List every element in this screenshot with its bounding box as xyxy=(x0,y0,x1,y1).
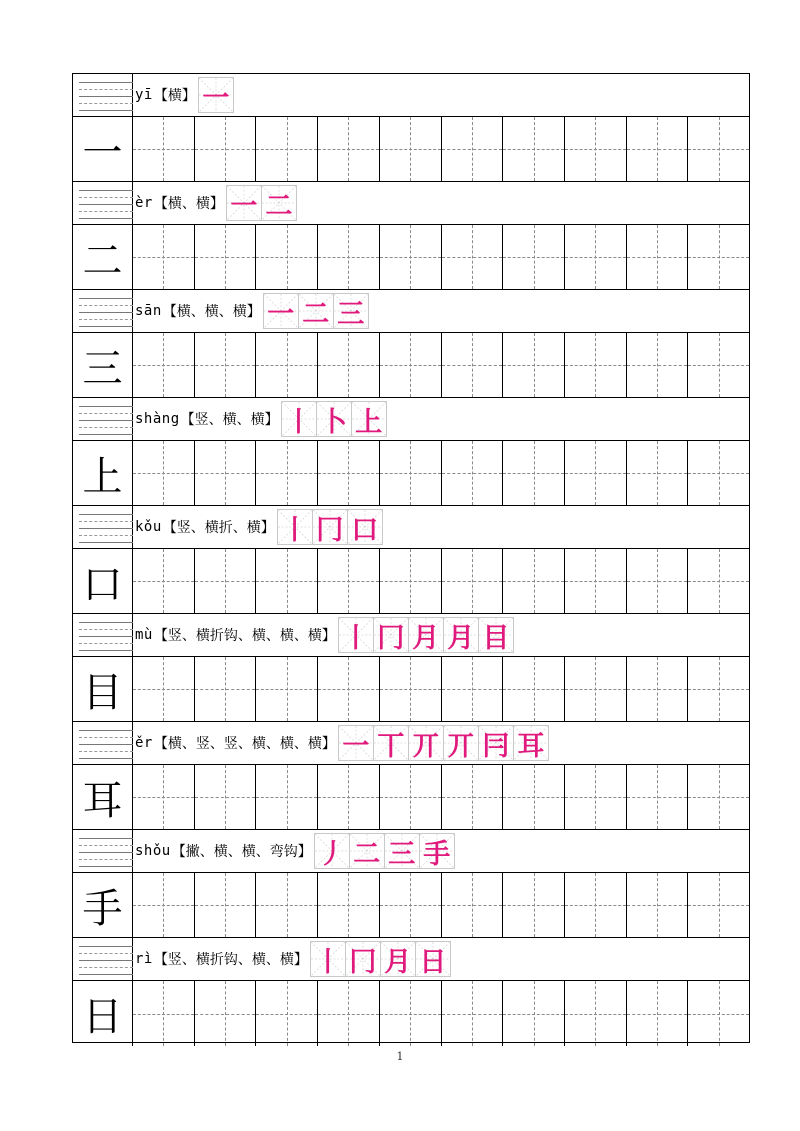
writing-cell[interactable] xyxy=(380,549,442,613)
stroke-order-glyph: 丅 xyxy=(377,730,405,761)
stroke-order-sequence xyxy=(226,185,296,221)
practice-row xyxy=(73,873,749,938)
writing-cell[interactable] xyxy=(380,117,442,181)
guide-line xyxy=(79,211,133,212)
writing-cell[interactable] xyxy=(503,657,565,721)
guide-line xyxy=(79,751,133,752)
stroke-order-glyph: 冂 xyxy=(349,946,377,977)
stroke-order-step xyxy=(349,833,385,869)
stroke-order-glyph: 一 xyxy=(230,190,258,221)
guide-line xyxy=(79,218,133,219)
stroke-order-sequence xyxy=(277,509,382,545)
writing-cell[interactable] xyxy=(195,549,257,613)
guide-line xyxy=(79,305,133,306)
writing-cell[interactable] xyxy=(442,441,504,505)
writing-cell[interactable] xyxy=(256,765,318,829)
character-info xyxy=(135,614,513,656)
guide-line xyxy=(79,629,133,630)
writing-cell[interactable] xyxy=(256,117,318,181)
character-info xyxy=(135,290,368,332)
guide-line xyxy=(79,953,133,954)
guide-line xyxy=(79,326,133,327)
stroke-order-step xyxy=(198,77,234,113)
stroke-order-glyph: 二 xyxy=(353,838,381,869)
stroke-order-glyph: 丿 xyxy=(318,838,346,869)
writing-cell[interactable] xyxy=(380,657,442,721)
writing-cell[interactable] xyxy=(503,981,565,1046)
stroke-order-glyph: 冃 xyxy=(482,730,510,761)
writing-cell[interactable] xyxy=(565,333,627,397)
writing-grid xyxy=(133,765,749,829)
stroke-names: 【竖、横折钩、横、横、横】 xyxy=(153,628,336,644)
stroke-order-step xyxy=(380,941,416,977)
character-info xyxy=(135,938,450,980)
writing-cell[interactable] xyxy=(318,117,380,181)
guide-line xyxy=(79,110,133,111)
stroke-order-step xyxy=(408,617,444,653)
writing-cell[interactable] xyxy=(318,333,380,397)
writing-cell[interactable] xyxy=(318,873,380,937)
guide-line xyxy=(79,542,133,543)
writing-cell[interactable] xyxy=(627,441,689,505)
guide-line xyxy=(79,838,133,839)
writing-cell[interactable] xyxy=(688,549,749,613)
writing-cell[interactable] xyxy=(688,873,749,937)
guide-line xyxy=(79,636,133,637)
guide-line xyxy=(79,974,133,975)
guide-line xyxy=(79,730,133,731)
writing-cell[interactable] xyxy=(380,981,442,1046)
writing-cell[interactable] xyxy=(565,441,627,505)
writing-guide-lines xyxy=(73,830,133,872)
pinyin-text: sān xyxy=(135,303,162,319)
stroke-order-step xyxy=(345,941,381,977)
guide-line xyxy=(79,514,133,515)
writing-cell[interactable] xyxy=(503,225,565,289)
model-character: 日 xyxy=(73,981,133,1046)
writing-cell[interactable] xyxy=(256,549,318,613)
writing-cell[interactable] xyxy=(503,441,565,505)
guide-line xyxy=(79,737,133,738)
stroke-order-glyph: 丨 xyxy=(285,406,313,437)
guide-line xyxy=(79,866,133,867)
guide-line xyxy=(79,190,133,191)
writing-cell[interactable] xyxy=(256,441,318,505)
writing-cell[interactable] xyxy=(627,225,689,289)
writing-cell[interactable] xyxy=(318,765,380,829)
writing-cell[interactable] xyxy=(195,225,257,289)
pinyin-row xyxy=(73,182,749,225)
stroke-order-step xyxy=(261,185,297,221)
writing-cell[interactable] xyxy=(565,117,627,181)
writing-cell[interactable] xyxy=(688,765,749,829)
stroke-names: 【横、横、横】 xyxy=(162,304,261,320)
writing-cell[interactable] xyxy=(442,549,504,613)
stroke-order-glyph: 三 xyxy=(337,298,365,329)
writing-cell[interactable] xyxy=(256,657,318,721)
stroke-order-step xyxy=(333,293,369,329)
writing-cell[interactable] xyxy=(133,765,195,829)
guide-line xyxy=(79,103,133,104)
writing-cell[interactable] xyxy=(627,873,689,937)
writing-cell[interactable] xyxy=(627,981,689,1046)
writing-cell[interactable] xyxy=(133,873,195,937)
writing-cell[interactable] xyxy=(503,549,565,613)
writing-cell[interactable] xyxy=(503,117,565,181)
writing-cell[interactable] xyxy=(133,657,195,721)
stroke-order-glyph: 三 xyxy=(388,838,416,869)
writing-cell[interactable] xyxy=(195,333,257,397)
writing-cell[interactable] xyxy=(256,873,318,937)
stroke-order-step xyxy=(373,617,409,653)
guide-line xyxy=(79,312,133,313)
pinyin-row xyxy=(73,290,749,333)
writing-grid xyxy=(133,333,749,397)
stroke-order-sequence xyxy=(310,941,450,977)
pinyin-row xyxy=(73,830,749,873)
stroke-order-glyph: 卜 xyxy=(320,406,348,437)
stroke-names: 【横】 xyxy=(153,88,196,104)
stroke-order-glyph: 上 xyxy=(355,406,383,437)
stroke-order-sequence xyxy=(338,617,513,653)
guide-line xyxy=(79,643,133,644)
writing-grid xyxy=(133,117,749,181)
stroke-order-step xyxy=(443,617,479,653)
writing-cell[interactable] xyxy=(195,981,257,1046)
writing-cell[interactable] xyxy=(442,765,504,829)
writing-cell[interactable] xyxy=(565,765,627,829)
writing-cell[interactable] xyxy=(442,657,504,721)
character-info xyxy=(135,830,454,872)
writing-cell[interactable] xyxy=(503,765,565,829)
writing-guide-lines xyxy=(73,290,133,332)
writing-cell[interactable] xyxy=(442,333,504,397)
pinyin-text: ěr xyxy=(135,735,153,751)
stroke-order-glyph: 手 xyxy=(423,838,451,869)
stroke-order-step xyxy=(478,617,514,653)
writing-cell[interactable] xyxy=(442,981,504,1046)
guide-line xyxy=(79,298,133,299)
practice-row xyxy=(73,981,749,1046)
stroke-names: 【竖、横折、横】 xyxy=(162,520,275,536)
stroke-order-step xyxy=(281,401,317,437)
writing-cell[interactable] xyxy=(133,117,195,181)
pinyin-row xyxy=(73,398,749,441)
practice-row xyxy=(73,117,749,182)
practice-sheet xyxy=(72,73,750,1043)
writing-cell[interactable] xyxy=(688,981,749,1046)
stroke-order-step xyxy=(513,725,549,761)
stroke-order-glyph: 一 xyxy=(267,298,295,329)
stroke-order-step xyxy=(338,617,374,653)
stroke-order-step xyxy=(226,185,262,221)
writing-cell[interactable] xyxy=(503,333,565,397)
writing-cell[interactable] xyxy=(503,873,565,937)
stroke-order-sequence xyxy=(314,833,454,869)
writing-cell[interactable] xyxy=(133,549,195,613)
writing-cell[interactable] xyxy=(627,549,689,613)
stroke-order-step xyxy=(351,401,387,437)
guide-line xyxy=(79,413,133,414)
character-info xyxy=(135,182,296,224)
guide-line xyxy=(79,535,133,536)
writing-cell[interactable] xyxy=(318,225,380,289)
writing-cell[interactable] xyxy=(380,333,442,397)
writing-cell[interactable] xyxy=(565,657,627,721)
stroke-order-glyph: 冂 xyxy=(316,514,344,545)
guide-line xyxy=(79,650,133,651)
guide-line xyxy=(79,204,133,205)
writing-cell[interactable] xyxy=(380,765,442,829)
writing-cell[interactable] xyxy=(627,117,689,181)
stroke-order-sequence xyxy=(198,77,233,113)
stroke-order-step xyxy=(316,401,352,437)
guide-line xyxy=(79,622,133,623)
model-character: 口 xyxy=(73,549,133,613)
writing-cell[interactable] xyxy=(318,549,380,613)
writing-cell[interactable] xyxy=(565,549,627,613)
stroke-order-glyph: 一 xyxy=(342,730,370,761)
stroke-order-glyph: 耳 xyxy=(517,730,545,761)
guide-line xyxy=(79,744,133,745)
writing-cell[interactable] xyxy=(565,873,627,937)
character-info xyxy=(135,398,386,440)
stroke-order-glyph: 冂 xyxy=(377,622,405,653)
stroke-order-glyph: 丌 xyxy=(412,730,440,761)
writing-grid xyxy=(133,225,749,289)
writing-grid xyxy=(133,549,749,613)
stroke-order-sequence xyxy=(338,725,548,761)
guide-line xyxy=(79,406,133,407)
model-character: 上 xyxy=(73,441,133,505)
guide-line xyxy=(79,420,133,421)
stroke-order-sequence xyxy=(281,401,386,437)
pinyin-text: shǒu xyxy=(135,843,171,859)
writing-cell[interactable] xyxy=(380,873,442,937)
stroke-order-glyph: 月 xyxy=(447,622,475,653)
writing-cell[interactable] xyxy=(318,441,380,505)
stroke-order-sequence xyxy=(263,293,368,329)
stroke-order-step xyxy=(314,833,350,869)
stroke-names: 【横、竖、竖、横、横、横】 xyxy=(153,736,336,752)
pinyin-text: kǒu xyxy=(135,519,162,535)
writing-guide-lines xyxy=(73,398,133,440)
stroke-names: 【撇、横、横、弯钩】 xyxy=(171,844,312,860)
writing-cell[interactable] xyxy=(133,225,195,289)
stroke-order-step xyxy=(277,509,313,545)
stroke-order-glyph: 二 xyxy=(265,190,293,221)
guide-line xyxy=(79,89,133,90)
writing-grid xyxy=(133,873,749,937)
writing-cell[interactable] xyxy=(256,225,318,289)
stroke-order-glyph: 月 xyxy=(384,946,412,977)
writing-cell[interactable] xyxy=(688,333,749,397)
stroke-order-step xyxy=(415,941,451,977)
guide-line xyxy=(79,758,133,759)
writing-cell[interactable] xyxy=(688,225,749,289)
character-info xyxy=(135,506,382,548)
model-character: 一 xyxy=(73,117,133,181)
writing-grid xyxy=(133,657,749,721)
practice-row xyxy=(73,441,749,506)
stroke-order-glyph: 口 xyxy=(351,514,379,545)
writing-cell[interactable] xyxy=(442,225,504,289)
writing-cell[interactable] xyxy=(627,333,689,397)
model-character: 三 xyxy=(73,333,133,397)
stroke-order-step xyxy=(443,725,479,761)
stroke-order-step xyxy=(478,725,514,761)
writing-grid xyxy=(133,441,749,505)
writing-cell[interactable] xyxy=(442,873,504,937)
stroke-order-glyph: 日 xyxy=(419,946,447,977)
writing-cell[interactable] xyxy=(565,225,627,289)
guide-line xyxy=(79,967,133,968)
page-number: 1 xyxy=(396,1050,404,1063)
stroke-order-step xyxy=(408,725,444,761)
character-info xyxy=(135,74,233,116)
writing-guide-lines xyxy=(73,938,133,980)
writing-cell[interactable] xyxy=(688,657,749,721)
writing-cell[interactable] xyxy=(195,117,257,181)
pinyin-row xyxy=(73,506,749,549)
writing-cell[interactable] xyxy=(627,765,689,829)
stroke-order-step xyxy=(338,725,374,761)
stroke-order-step xyxy=(298,293,334,329)
practice-row xyxy=(73,657,749,722)
stroke-names: 【竖、横、横】 xyxy=(180,412,279,428)
writing-guide-lines xyxy=(73,614,133,656)
writing-cell[interactable] xyxy=(380,441,442,505)
stroke-names: 【竖、横折钩、横、横】 xyxy=(153,952,308,968)
stroke-order-glyph: 丨 xyxy=(342,622,370,653)
guide-line xyxy=(79,845,133,846)
pinyin-row xyxy=(73,722,749,765)
guide-line xyxy=(79,946,133,947)
writing-guide-lines xyxy=(73,506,133,548)
writing-cell[interactable] xyxy=(195,765,257,829)
practice-row xyxy=(73,549,749,614)
stroke-order-glyph: 二 xyxy=(302,298,330,329)
writing-cell[interactable] xyxy=(627,657,689,721)
writing-cell[interactable] xyxy=(133,981,195,1046)
guide-line xyxy=(79,427,133,428)
stroke-names: 【横、横】 xyxy=(153,196,224,212)
pinyin-text: rì xyxy=(135,951,153,967)
writing-cell[interactable] xyxy=(688,441,749,505)
character-info xyxy=(135,722,548,764)
guide-line xyxy=(79,528,133,529)
guide-line xyxy=(79,197,133,198)
writing-guide-lines xyxy=(73,722,133,764)
practice-row xyxy=(73,765,749,830)
writing-guide-lines xyxy=(73,182,133,224)
pinyin-row xyxy=(73,938,749,981)
stroke-order-step xyxy=(419,833,455,869)
writing-guide-lines xyxy=(73,74,133,116)
practice-row xyxy=(73,225,749,290)
stroke-order-step xyxy=(384,833,420,869)
pinyin-text: yī xyxy=(135,87,153,103)
practice-row xyxy=(73,333,749,398)
writing-cell[interactable] xyxy=(318,981,380,1046)
pinyin-text: shàng xyxy=(135,411,180,427)
guide-line xyxy=(79,852,133,853)
pinyin-text: èr xyxy=(135,195,153,211)
stroke-order-step xyxy=(312,509,348,545)
writing-cell[interactable] xyxy=(133,441,195,505)
writing-cell[interactable] xyxy=(380,225,442,289)
guide-line xyxy=(79,434,133,435)
writing-cell[interactable] xyxy=(565,981,627,1046)
stroke-order-step xyxy=(310,941,346,977)
writing-cell[interactable] xyxy=(195,657,257,721)
guide-line xyxy=(79,96,133,97)
stroke-order-step xyxy=(347,509,383,545)
writing-cell[interactable] xyxy=(688,117,749,181)
writing-cell[interactable] xyxy=(195,873,257,937)
writing-cell[interactable] xyxy=(318,657,380,721)
stroke-order-glyph: 目 xyxy=(482,622,510,653)
model-character: 二 xyxy=(73,225,133,289)
pinyin-row xyxy=(73,614,749,657)
writing-cell[interactable] xyxy=(442,117,504,181)
model-character: 手 xyxy=(73,873,133,937)
stroke-order-glyph: 丨 xyxy=(314,946,342,977)
stroke-order-glyph: 丌 xyxy=(447,730,475,761)
writing-cell[interactable] xyxy=(195,441,257,505)
stroke-order-step xyxy=(373,725,409,761)
guide-line xyxy=(79,859,133,860)
guide-line xyxy=(79,521,133,522)
stroke-order-glyph: 丨 xyxy=(281,514,309,545)
writing-grid xyxy=(133,981,749,1046)
writing-cell[interactable] xyxy=(256,333,318,397)
guide-line xyxy=(79,82,133,83)
stroke-order-step xyxy=(263,293,299,329)
pinyin-row xyxy=(73,74,749,117)
model-character: 目 xyxy=(73,657,133,721)
guide-line xyxy=(79,960,133,961)
guide-line xyxy=(79,319,133,320)
writing-cell[interactable] xyxy=(256,981,318,1046)
model-character: 耳 xyxy=(73,765,133,829)
stroke-order-glyph: 一 xyxy=(202,82,230,113)
pinyin-text: mù xyxy=(135,627,153,643)
stroke-order-glyph: 月 xyxy=(412,622,440,653)
writing-cell[interactable] xyxy=(133,333,195,397)
